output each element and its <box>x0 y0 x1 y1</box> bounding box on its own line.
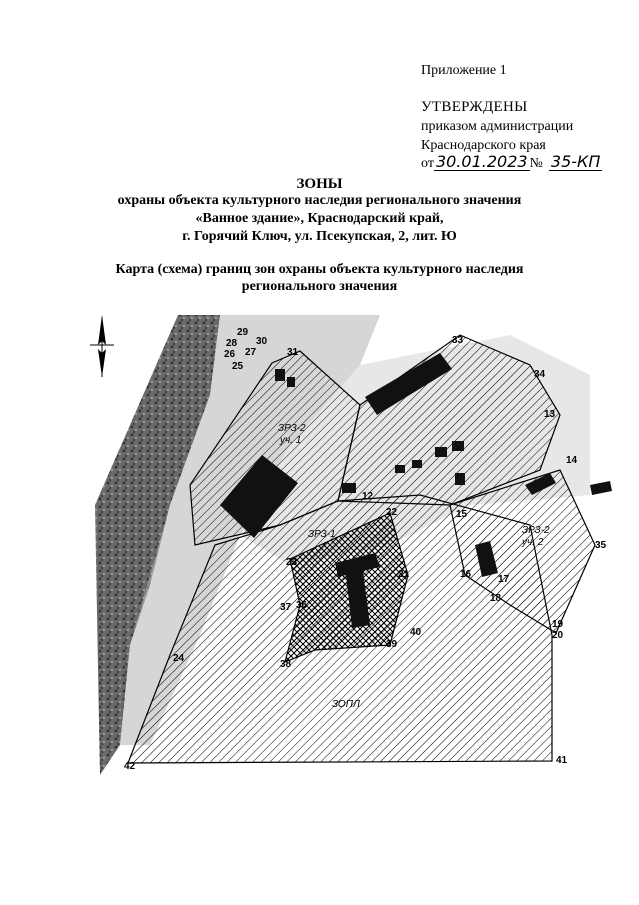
point-label: 28 <box>226 338 238 349</box>
title-line-2: «Ванное здание», Краснодарский край, <box>195 211 444 226</box>
point-label: 29 <box>237 327 249 338</box>
order-date: 30.01.2023 <box>435 152 528 171</box>
point-label: 38 <box>280 659 292 670</box>
order-line-1: приказом администрации <box>421 119 574 134</box>
zone-label: ЗРЗ-1 <box>308 529 336 540</box>
point-label: 25 <box>232 361 244 372</box>
point-label: 19 <box>552 619 564 630</box>
zone-map <box>90 305 620 790</box>
approved-label: УТВЕРЖДЕНЫ <box>421 99 528 115</box>
north-arrow-icon <box>90 315 114 377</box>
point-label: 18 <box>490 593 502 604</box>
map-caption-line-1: Карта (схема) границ зон охраны объекта культурного наследия <box>115 262 524 277</box>
zone-label: уч. 1 <box>280 435 302 446</box>
order-date-line <box>421 154 602 172</box>
point-label: 12 <box>362 491 374 502</box>
point-label: 33 <box>452 335 464 346</box>
point-label: 15 <box>456 509 468 520</box>
point-label: 30 <box>256 336 268 347</box>
title-line-1: охраны объекта культурного наследия регионального значения <box>117 193 522 208</box>
building <box>287 377 295 387</box>
zone-label: ЗРЗ-2 <box>278 423 306 434</box>
point-label: 42 <box>124 761 136 772</box>
building <box>275 369 285 381</box>
point-label: 16 <box>460 569 472 580</box>
point-label: 34 <box>534 369 546 380</box>
doc-title: ЗОНЫ <box>296 176 343 192</box>
point-label: 21 <box>398 569 410 580</box>
zone-label: ЗОПЛ <box>332 699 360 710</box>
building <box>395 465 405 473</box>
building <box>590 481 612 495</box>
building <box>435 447 447 457</box>
point-label: 36 <box>296 600 308 611</box>
point-label: 22 <box>386 507 398 518</box>
point-label: 37 <box>280 602 292 613</box>
point-label: 39 <box>386 639 398 650</box>
building <box>342 483 356 493</box>
point-label: 40 <box>410 627 422 638</box>
point-label: 31 <box>287 347 299 358</box>
order-number: 35-КП <box>550 152 601 171</box>
point-label: 35 <box>595 540 607 551</box>
appendix-label: Приложение 1 <box>421 63 507 78</box>
point-label: 27 <box>245 347 257 358</box>
number-sign: № <box>529 156 543 171</box>
zone-label: уч. 2 <box>522 537 544 548</box>
point-label: 14 <box>566 455 578 466</box>
map-caption-line-2: регионального значения <box>241 279 398 294</box>
point-label: 23 <box>286 557 298 568</box>
order-line-2: Краснодарского края <box>421 138 546 153</box>
point-label: 26 <box>224 349 236 360</box>
title-line-3: г. Горячий Ключ, ул. Псекупская, 2, лит. Ю <box>182 229 457 244</box>
zone-label: ЗРЗ-2 <box>522 525 550 536</box>
point-label: 41 <box>556 755 568 766</box>
building <box>412 460 422 468</box>
date-prefix: от <box>421 156 434 171</box>
building <box>455 473 465 485</box>
point-label: 20 <box>552 630 564 641</box>
building <box>452 441 464 451</box>
point-label: 13 <box>544 409 556 420</box>
point-label: 24 <box>173 653 185 664</box>
point-label: 17 <box>498 574 510 585</box>
